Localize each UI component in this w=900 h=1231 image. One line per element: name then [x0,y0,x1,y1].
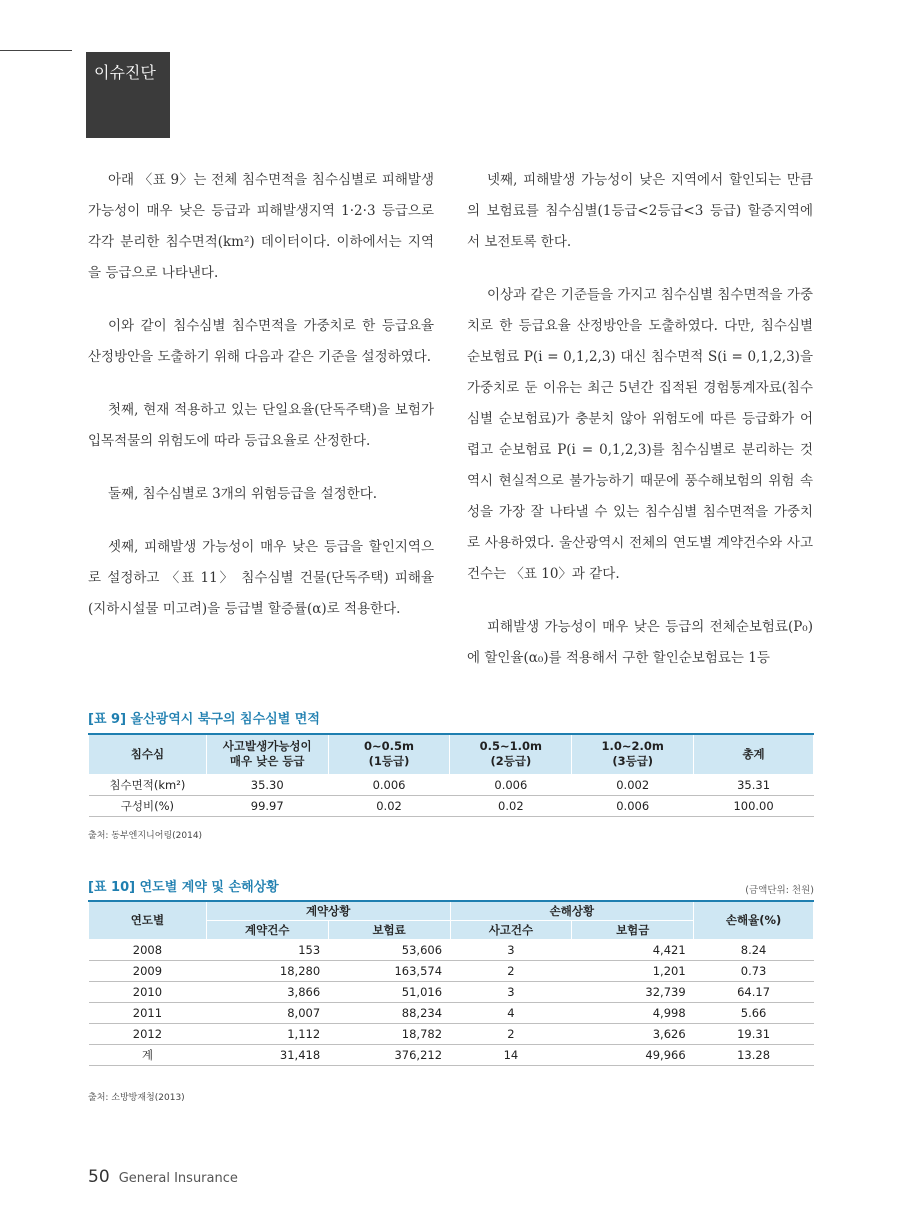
table10-subheader: 보험금 [572,920,694,939]
table-cell: 2011 [89,1002,207,1023]
table-cell: 49,966 [572,1044,694,1065]
paragraph: 이상과 같은 기준들을 가지고 침수심별 침수면적을 가중치로 한 등급요율 산정방안을 도출하였다. 다만, 침수심별 순보험료 P(i = 0,1,2,3) 대신 침수면적 S(i = 0,1,2,3)을 가중치로 둔 이유는 최근 5년간 집적된 경험통계자료(침수심별 순보험료)가 충분치 않아 위험도에 따른 등급화가 어렵고 순보험료 P(i = 0,1,2,3)를 침수심별로 분리하는 것 역시 현실적으로 불가능하기 때문에 풍수해보험의 위험 속성을 가장 잘 나타낼 수 있는 침수심별 침수면적을 가중치로 사용하였다. 울산광역시 전체의 연도별 계약건수와 사고건수는 〈표 10〉과 같다. [467,287,813,582]
table10-subheader: 계약건수 [206,920,328,939]
table-cell: 53,606 [328,939,450,960]
publication-name: General Insurance [118,1171,238,1186]
table-cell: 31,418 [206,1044,328,1065]
table10-source: 출처: 소방방재청(2013) [88,1093,185,1103]
table-cell: 153 [206,939,328,960]
left-column [88,165,434,647]
table9-source: 출처: 동부엔지니어링(2014) [88,831,203,841]
table9-header: 사고발생가능성이 매우 낮은 등급 [206,734,328,774]
table-cell: 4,421 [572,939,694,960]
table-cell: 0.02 [328,795,450,816]
table9-header: 총계 [694,734,814,774]
paragraph: 아래 〈표 9〉는 전체 침수면적을 침수심별로 피해발생 가능성이 매우 낮은 등급과 피해발생지역 1·2·3 등급으로 각각 분리한 침수면적(km²) 데이터이다. 이하에서는 지역을 등급으로 나타낸다. [88,172,434,281]
table10-header-loss: 손해상황 [450,901,694,920]
section-label: 이슈진단 [86,52,170,138]
paragraph: 둘째, 침수심별로 3개의 위험등급을 설정한다. [108,486,378,502]
table-cell: 14 [450,1044,572,1065]
table10-title: [표 10] 연도별 계약 및 손해상황 [88,880,279,895]
table10-subheader: 사고건수 [450,920,572,939]
table-row [89,1023,814,1044]
table-cell: 2009 [89,960,207,981]
right-column [467,165,813,696]
table-cell: 0.006 [450,774,572,795]
table-cell: 0.002 [572,774,694,795]
paragraph: 피해발생 가능성이 매우 낮은 등급의 전체순보험료(P₀)에 할인율(α₀)를 적용해서 구한 할인순보험료는 1등 [467,619,813,666]
table-cell: 2010 [89,981,207,1002]
table-cell: 88,234 [328,1002,450,1023]
table-cell: 35.30 [206,774,328,795]
table-cell: 5.66 [694,1002,814,1023]
table-cell: 18,782 [328,1023,450,1044]
table-cell: 18,280 [206,960,328,981]
table9-header: 0~0.5m (1등급) [328,734,450,774]
table9-title: [표 9] 울산광역시 북구의 침수심별 면적 [88,712,320,727]
table-row [89,939,814,960]
table-cell: 0.006 [572,795,694,816]
table-cell: 구성비(%) [89,795,207,816]
table-cell: 0.73 [694,960,814,981]
page-footer [88,1167,238,1187]
table-cell: 0.006 [328,774,450,795]
table-cell: 99.97 [206,795,328,816]
table-cell: 3,866 [206,981,328,1002]
table10 [88,900,814,1066]
table-cell: 35.31 [694,774,814,795]
table-cell: 51,016 [328,981,450,1002]
paragraph: 넷째, 피해발생 가능성이 낮은 지역에서 할인되는 만큼의 보험료를 침수심별(1등급<2등급<3 등급) 할증지역에서 보전토록 한다. [467,172,813,250]
table-cell: 2008 [89,939,207,960]
table-cell: 13.28 [694,1044,814,1065]
table-cell: 64.17 [694,981,814,1002]
table10-unit: (금액단위: 천원) [745,885,814,896]
table-cell: 100.00 [694,795,814,816]
page-number: 50 [88,1167,110,1187]
table-cell: 2012 [89,1023,207,1044]
table-cell: 8,007 [206,1002,328,1023]
table-cell: 32,739 [572,981,694,1002]
table10-header-contract: 계약상황 [206,901,450,920]
table-row [89,774,814,795]
table-cell: 3 [450,939,572,960]
table10-header-year: 연도별 [89,901,207,939]
table-cell: 0.02 [450,795,572,816]
table-cell: 3 [450,981,572,1002]
table-cell: 4,998 [572,1002,694,1023]
table-cell: 19.31 [694,1023,814,1044]
table-cell: 4 [450,1002,572,1023]
table-row [89,1002,814,1023]
table-cell: 계 [89,1044,207,1065]
table-cell: 2 [450,1023,572,1044]
table-cell: 8.24 [694,939,814,960]
table9 [88,733,814,817]
table10-header-ratio: 손해율(%) [694,901,814,939]
table-row [89,960,814,981]
table-cell: 3,626 [572,1023,694,1044]
table10-subheader: 보험료 [328,920,450,939]
top-rule [0,50,72,51]
table-cell: 163,574 [328,960,450,981]
paragraph: 셋째, 피해발생 가능성이 매우 낮은 등급을 할인지역으로 설정하고 〈표 11〉 침수심별 건물(단독주택) 피해율(지하시설물 미고려)을 등급별 할증률(α)로 적용한다. [88,539,434,617]
table9-header: 0.5~1.0m (2등급) [450,734,572,774]
table-cell: 2 [450,960,572,981]
table9-header: 침수심 [89,734,207,774]
paragraph: 첫째, 현재 적용하고 있는 단일요율(단독주택)을 보험가입목적물의 위험도에 따라 등급요율로 산정한다. [88,402,434,449]
table-cell: 1,201 [572,960,694,981]
table-cell: 376,212 [328,1044,450,1065]
table-row [89,795,814,816]
table-row [89,1044,814,1065]
table-cell: 1,112 [206,1023,328,1044]
table9-header: 1.0~2.0m (3등급) [572,734,694,774]
table-cell: 침수면적(km²) [89,774,207,795]
table-row [89,981,814,1002]
paragraph: 이와 같이 침수심별 침수면적을 가중치로 한 등급요율 산정방안을 도출하기 위해 다음과 같은 기준을 설정하였다. [88,318,434,365]
